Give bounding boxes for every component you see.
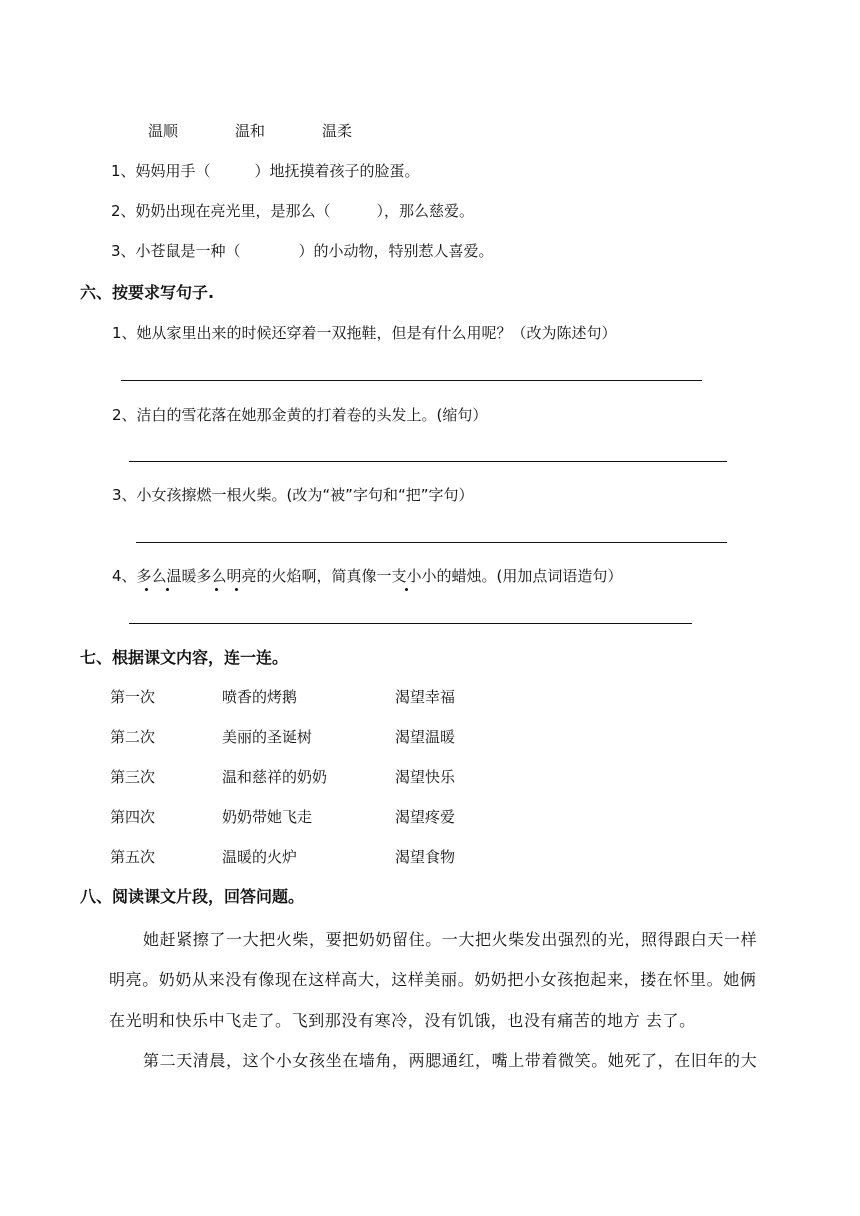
section-7-title: 七、根据课文内容，连一连。 — [80, 648, 289, 667]
emphasis-dot — [405, 588, 408, 591]
answer-line[interactable] — [121, 380, 702, 381]
match-col2-item[interactable]: 温和慈祥的奶奶 — [222, 768, 328, 786]
match-col1-item[interactable]: 第三次 — [110, 768, 156, 786]
question-item: 2、洁白的雪花落在她那金黄的打着卷的头发上。(缩句） — [112, 406, 488, 424]
match-col1-item[interactable]: 第五次 — [110, 848, 156, 866]
fill-blank-item — [111, 240, 494, 262]
match-col3-item[interactable]: 渴望疼爱 — [395, 808, 456, 826]
question-item: 1、她从家里出来的时候还穿着一双拖鞋，但是有什么用呢？（改为陈述句） — [112, 324, 617, 342]
reading-passage-line: 明亮。奶奶从来没有像现在这样高大，这样美丽。奶奶把小女孩抱起来，搂在怀里。她俩 — [109, 970, 757, 989]
match-col1-item[interactable]: 第二次 — [110, 728, 156, 746]
match-col3-item[interactable]: 渴望幸福 — [395, 688, 456, 706]
match-col3-item[interactable]: 渴望快乐 — [395, 768, 456, 786]
fill-blank-item — [111, 200, 474, 222]
reading-passage-line: 第二天清晨，这个小女孩坐在墙角，两腮通红，嘴上带着微笑。她死了，在旧年的大 — [143, 1051, 758, 1070]
question-item: 3、小女孩擦燃一根火柴。(改为“被”字句和“把”字句） — [112, 486, 474, 504]
section-6-title: 六、按要求写句子. — [80, 283, 215, 302]
match-col2-item[interactable]: 温暖的火炉 — [222, 848, 298, 866]
answer-line[interactable] — [129, 461, 727, 462]
fill-blank-after: ）地抚摸着孩子的脸蛋。 — [254, 162, 420, 180]
match-col2-item[interactable]: 美丽的圣诞树 — [222, 728, 313, 746]
emphasis-dot — [166, 588, 169, 591]
answer-line[interactable] — [129, 623, 692, 624]
question-item: 4、多么温暖多么明亮的火焰啊，简真像一支小小的蜡烛。(用加点词语造句） — [112, 567, 623, 585]
emphasis-dot — [235, 588, 238, 591]
word-choice: 温柔 — [322, 122, 353, 140]
reading-passage-line: 她赶紧擦了一大把火柴，要把奶奶留住。一大把火柴发出强烈的光，照得跟白天一样 — [143, 930, 758, 949]
word-choice: 温和 — [235, 122, 266, 140]
match-col3-item[interactable]: 渴望温暖 — [395, 728, 456, 746]
fill-blank-before: 3、小苍鼠是一种（ — [111, 242, 241, 260]
match-col2-item[interactable]: 喷香的烤鹅 — [222, 688, 298, 706]
fill-blank-item — [111, 160, 420, 182]
reading-passage-line: 在光明和快乐中飞走了。飞到那没有寒冷，没有饥饿，也没有痛苦的地方 去了。 — [109, 1011, 696, 1030]
fill-blank-before: 1、妈妈用手（ — [111, 162, 211, 180]
match-col2-item[interactable]: 奶奶带她飞走 — [222, 808, 313, 826]
fill-blank-before: 2、奶奶出现在亮光里，是那么（ — [111, 202, 331, 220]
emphasis-dot — [145, 588, 148, 591]
match-col1-item[interactable]: 第四次 — [110, 808, 156, 826]
section-8-title: 八、阅读课文片段，回答问题。 — [80, 887, 305, 906]
word-choice: 温顺 — [148, 122, 179, 140]
emphasis-dot — [215, 588, 218, 591]
match-col1-item[interactable]: 第一次 — [110, 688, 156, 706]
fill-blank-after: ），那么慈爱。 — [376, 202, 475, 220]
match-col3-item[interactable]: 渴望食物 — [395, 848, 456, 866]
fill-blank-after: ）的小动物，特别惹人喜爱。 — [298, 242, 494, 260]
answer-line[interactable] — [136, 542, 727, 543]
